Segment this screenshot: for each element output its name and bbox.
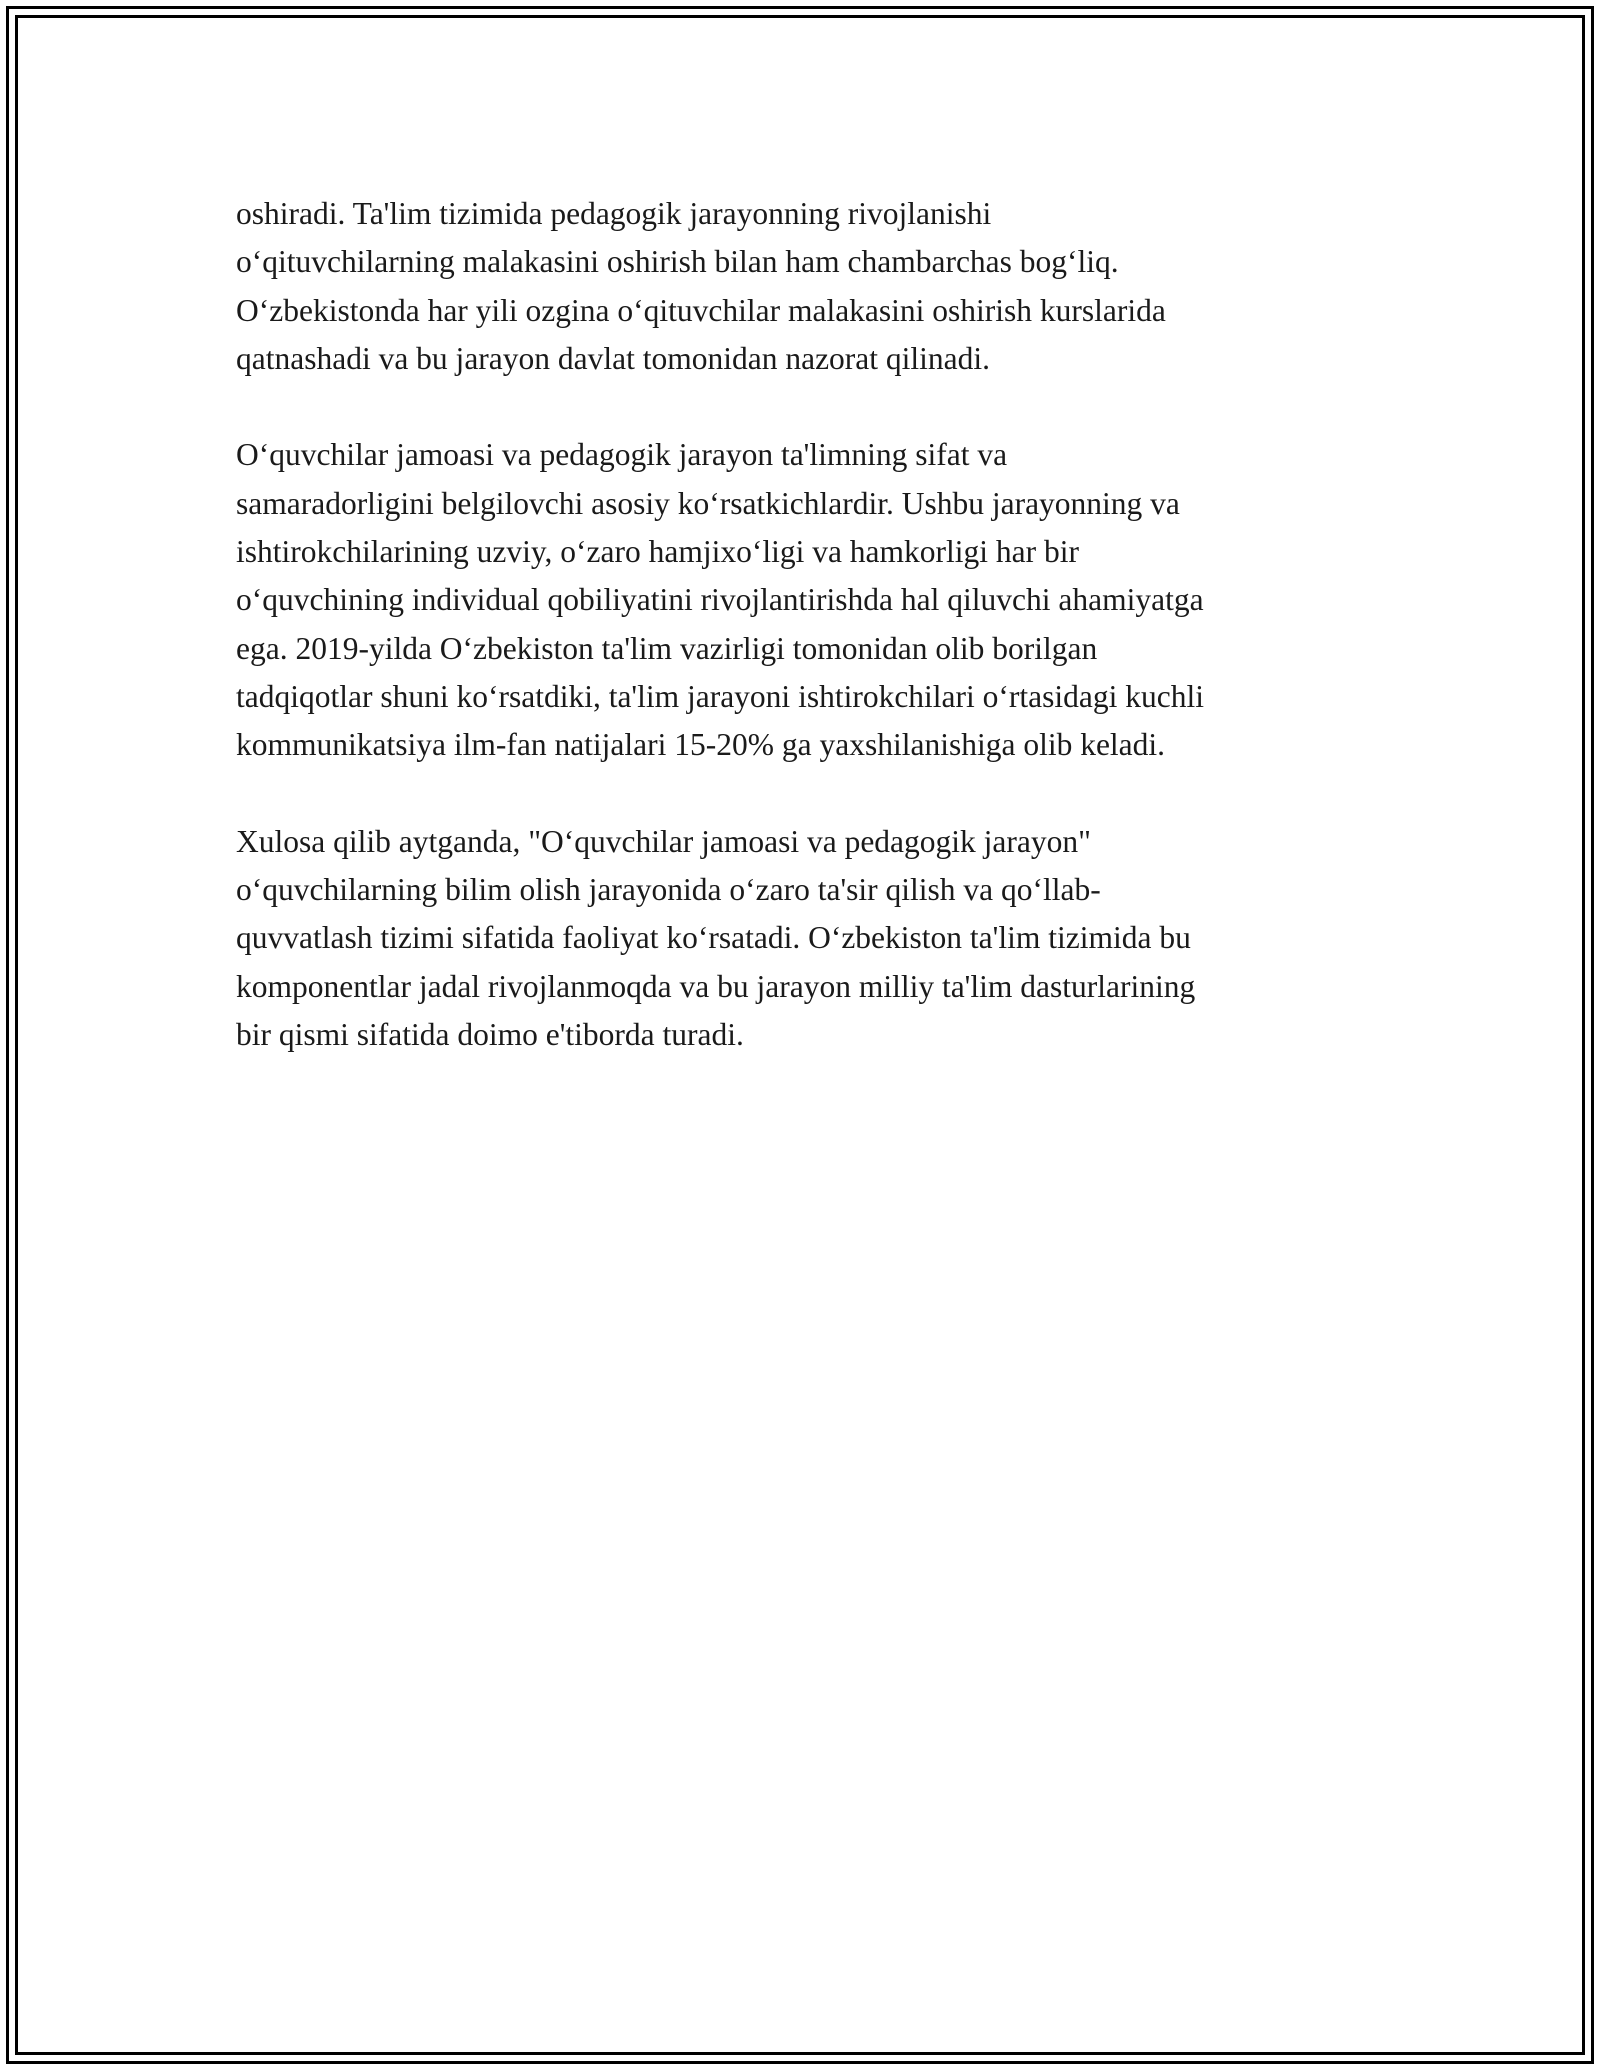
document-body	[236, 190, 1386, 1108]
text-line: o‘quvchining individual qobiliyatini rivojlantirishda hal qiluvchi ahamiyatga	[236, 582, 1204, 618]
text-line: tadqiqotlar shuni ko‘rsatdiki, ta'lim jarayoni ishtirokchilari o‘rtasidagi kuchli	[236, 678, 1204, 714]
text-line: O‘quvchilar jamoasi va pedagogik jarayon ta'limning sifat va	[236, 437, 1008, 473]
text-line: bir qismi sifatida doimo e'tiborda turadi.	[236, 1017, 744, 1053]
paragraph-3	[236, 818, 1386, 1059]
text-line: ega. 2019-yilda O‘zbekiston ta'lim vazirligi tomonidan olib borilgan	[236, 630, 1098, 666]
paragraph-2	[236, 431, 1386, 769]
text-line: Xulosa qilib aytganda, "O‘quvchilar jamoasi va pedagogik jarayon"	[236, 823, 1091, 859]
text-line: ishtirokchilarining uzviy, o‘zaro hamjixo‘ligi va hamkorligi har bir	[236, 534, 1079, 570]
text-line: O‘zbekistonda har yili ozgina o‘qituvchilar malakasini oshirish kurslarida	[236, 292, 1166, 328]
text-line: oshiradi. Ta'lim tizimida pedagogik jarayonning rivojlanishi	[236, 196, 992, 231]
text-line: samaradorligini belgilovchi asosiy ko‘rsatkichlardir. Ushbu jarayonning va	[236, 485, 1180, 521]
text-line: quvvatlash tizimi sifatida faoliyat ko‘rsatadi. O‘zbekiston ta'lim tizimida bu	[236, 920, 1191, 956]
text-line: o‘qituvchilarning malakasini oshirish bilan ham chambarchas bog‘liq.	[236, 244, 1119, 280]
paragraph-1	[236, 190, 1386, 383]
text-line: kommunikatsiya ilm-fan natijalari 15-20% ga yaxshilanishiga olib keladi.	[236, 727, 1166, 763]
text-line: qatnashadi va bu jarayon davlat tomonidan nazorat qilinadi.	[236, 340, 991, 376]
text-line: komponentlar jadal rivojlanmoqda va bu jarayon milliy ta'lim dasturlarining	[236, 968, 1196, 1004]
text-line: o‘quvchilarning bilim olish jarayonida o‘zaro ta'sir qilish va qo‘llab-	[236, 872, 1101, 908]
